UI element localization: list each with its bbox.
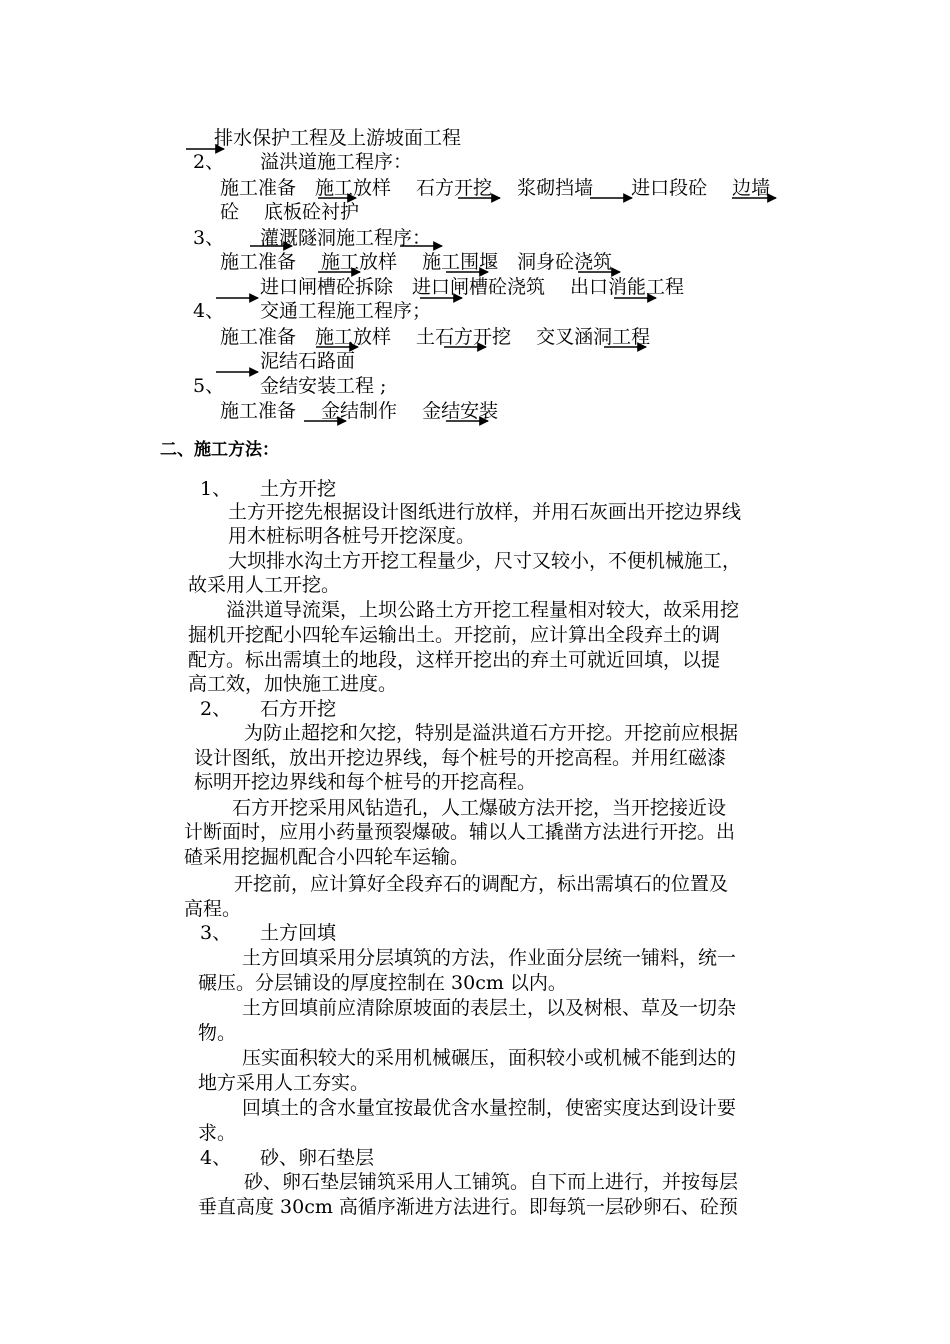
item-heading: 土方开挖 [260,478,337,500]
paragraph-line: 为防止超挖和欠挖，特别是溢洪道石方开挖。开挖前应根据 [244,722,739,744]
paragraph-line: 回填土的含水量宜按最优含水量控制，使密实度达到设计要 [242,1097,737,1119]
item-heading: 石方开挖 [260,698,337,720]
item-heading: 灌溉隧洞施工程序： [260,227,432,249]
item-number: 2、 [200,698,232,720]
paragraph-line: 故采用人工开挖。 [188,574,341,596]
paragraph-line: 配方。标出需填土的地段，这样开挖出的弃土可就近回填，以提 [188,649,721,671]
flow-line: 施工准备 施工放样 施工围堰 洞身砼浇筑 [220,251,613,273]
item-number: 2、 [193,151,225,173]
item-heading: 金结安装工程 ; [260,375,387,397]
item-heading: 砂、卵石垫层 [260,1147,375,1169]
paragraph-line: 土方回填前应清除原坡面的表层土，以及树根、草及一切杂 [242,997,737,1019]
paragraph-line: 砂、卵石垫层铺筑采用人工铺筑。自下而上进行，并按每层 [244,1171,739,1193]
flow-line: 排水保护工程及上游坡面工程 [214,127,462,149]
item-number: 4、 [200,1147,232,1169]
paragraph-line: 溢洪道导流渠，上坝公路土方开挖工程量相对较大，故采用挖 [226,599,740,621]
item-number: 5、 [193,375,225,397]
paragraph-line: 垂直高度 30cm 高循序渐进方法进行。即每筑一层砂卵石、砼预 [198,1196,738,1218]
flow-line: 施工准备 施工放样 石方开挖 浆砌挡墙 进口段砼 边墙 [220,177,771,199]
paragraph-line: 土方回填采用分层填筑的方法，作业面分层统一铺料，统一 [242,947,737,969]
flow-line: 进口闸槽砼拆除 进口闸槽砼浇筑 出口消能工程 [260,276,685,298]
item-heading: 溢洪道施工程序： [260,151,413,173]
paragraph-line: 标明开挖边界线和每个桩号的开挖高程。 [194,771,537,793]
paragraph-line: 开挖前，应计算好全段弃石的调配方，标出需填石的位置及 [234,873,729,895]
paragraph-line: 高程。 [184,898,242,920]
paragraph-line: 求。 [198,1122,237,1144]
paragraph-line: 设计图纸，放出开挖边界线，每个桩号的开挖高程。并用红磁漆 [194,747,727,769]
paragraph-line: 压实面积较大的采用机械碾压，面积较小或机械不能到达的 [242,1047,737,1069]
paragraph-line: 碴采用挖掘机配合小四轮车运输。 [184,846,470,868]
paragraph-line: 大坝排水沟土方开挖工程量少，尺寸又较小，不便机械施工， [228,550,742,572]
flow-line: 砼 底板砼衬护 [220,201,360,223]
paragraph-line: 物。 [198,1022,237,1044]
item-heading: 交通工程施工程序； [260,300,432,322]
paragraph-line: 碾压。分层铺设的厚度控制在 30cm 以内。 [198,972,567,994]
item-number: 4、 [193,300,225,322]
paragraph-line: 地方采用人工夯实。 [198,1072,370,1094]
flow-line: 施工准备 施工放样 土石方开挖 交叉涵洞工程 [220,326,651,348]
paragraph-line: 石方开挖采用风钻造孔，人工爆破方法开挖，当开挖接近设 [232,797,727,819]
item-number: 3、 [200,922,232,944]
section-title: 二、施工方法： [160,440,279,460]
paragraph-line: 用木桩标明各桩号开挖深度。 [228,525,476,547]
paragraph-line: 土方开挖先根据设计图纸进行放样，并用石灰画出开挖边界线 [228,501,742,523]
flow-line: 施工准备 金结制作 金结安装 [220,400,499,422]
item-number: 1、 [200,478,232,500]
paragraph-line: 掘机开挖配小四轮车运输出土。开挖前，应计算出全段弃土的调 [188,624,721,646]
flow-line: 泥结石路面 [260,350,356,372]
item-number: 3、 [193,227,225,249]
paragraph-line: 计断面时，应用小药量预裂爆破。辅以人工撬凿方法进行开挖。出 [184,821,736,843]
item-heading: 土方回填 [260,922,337,944]
paragraph-line: 高工效，加快施工进度。 [188,673,398,695]
